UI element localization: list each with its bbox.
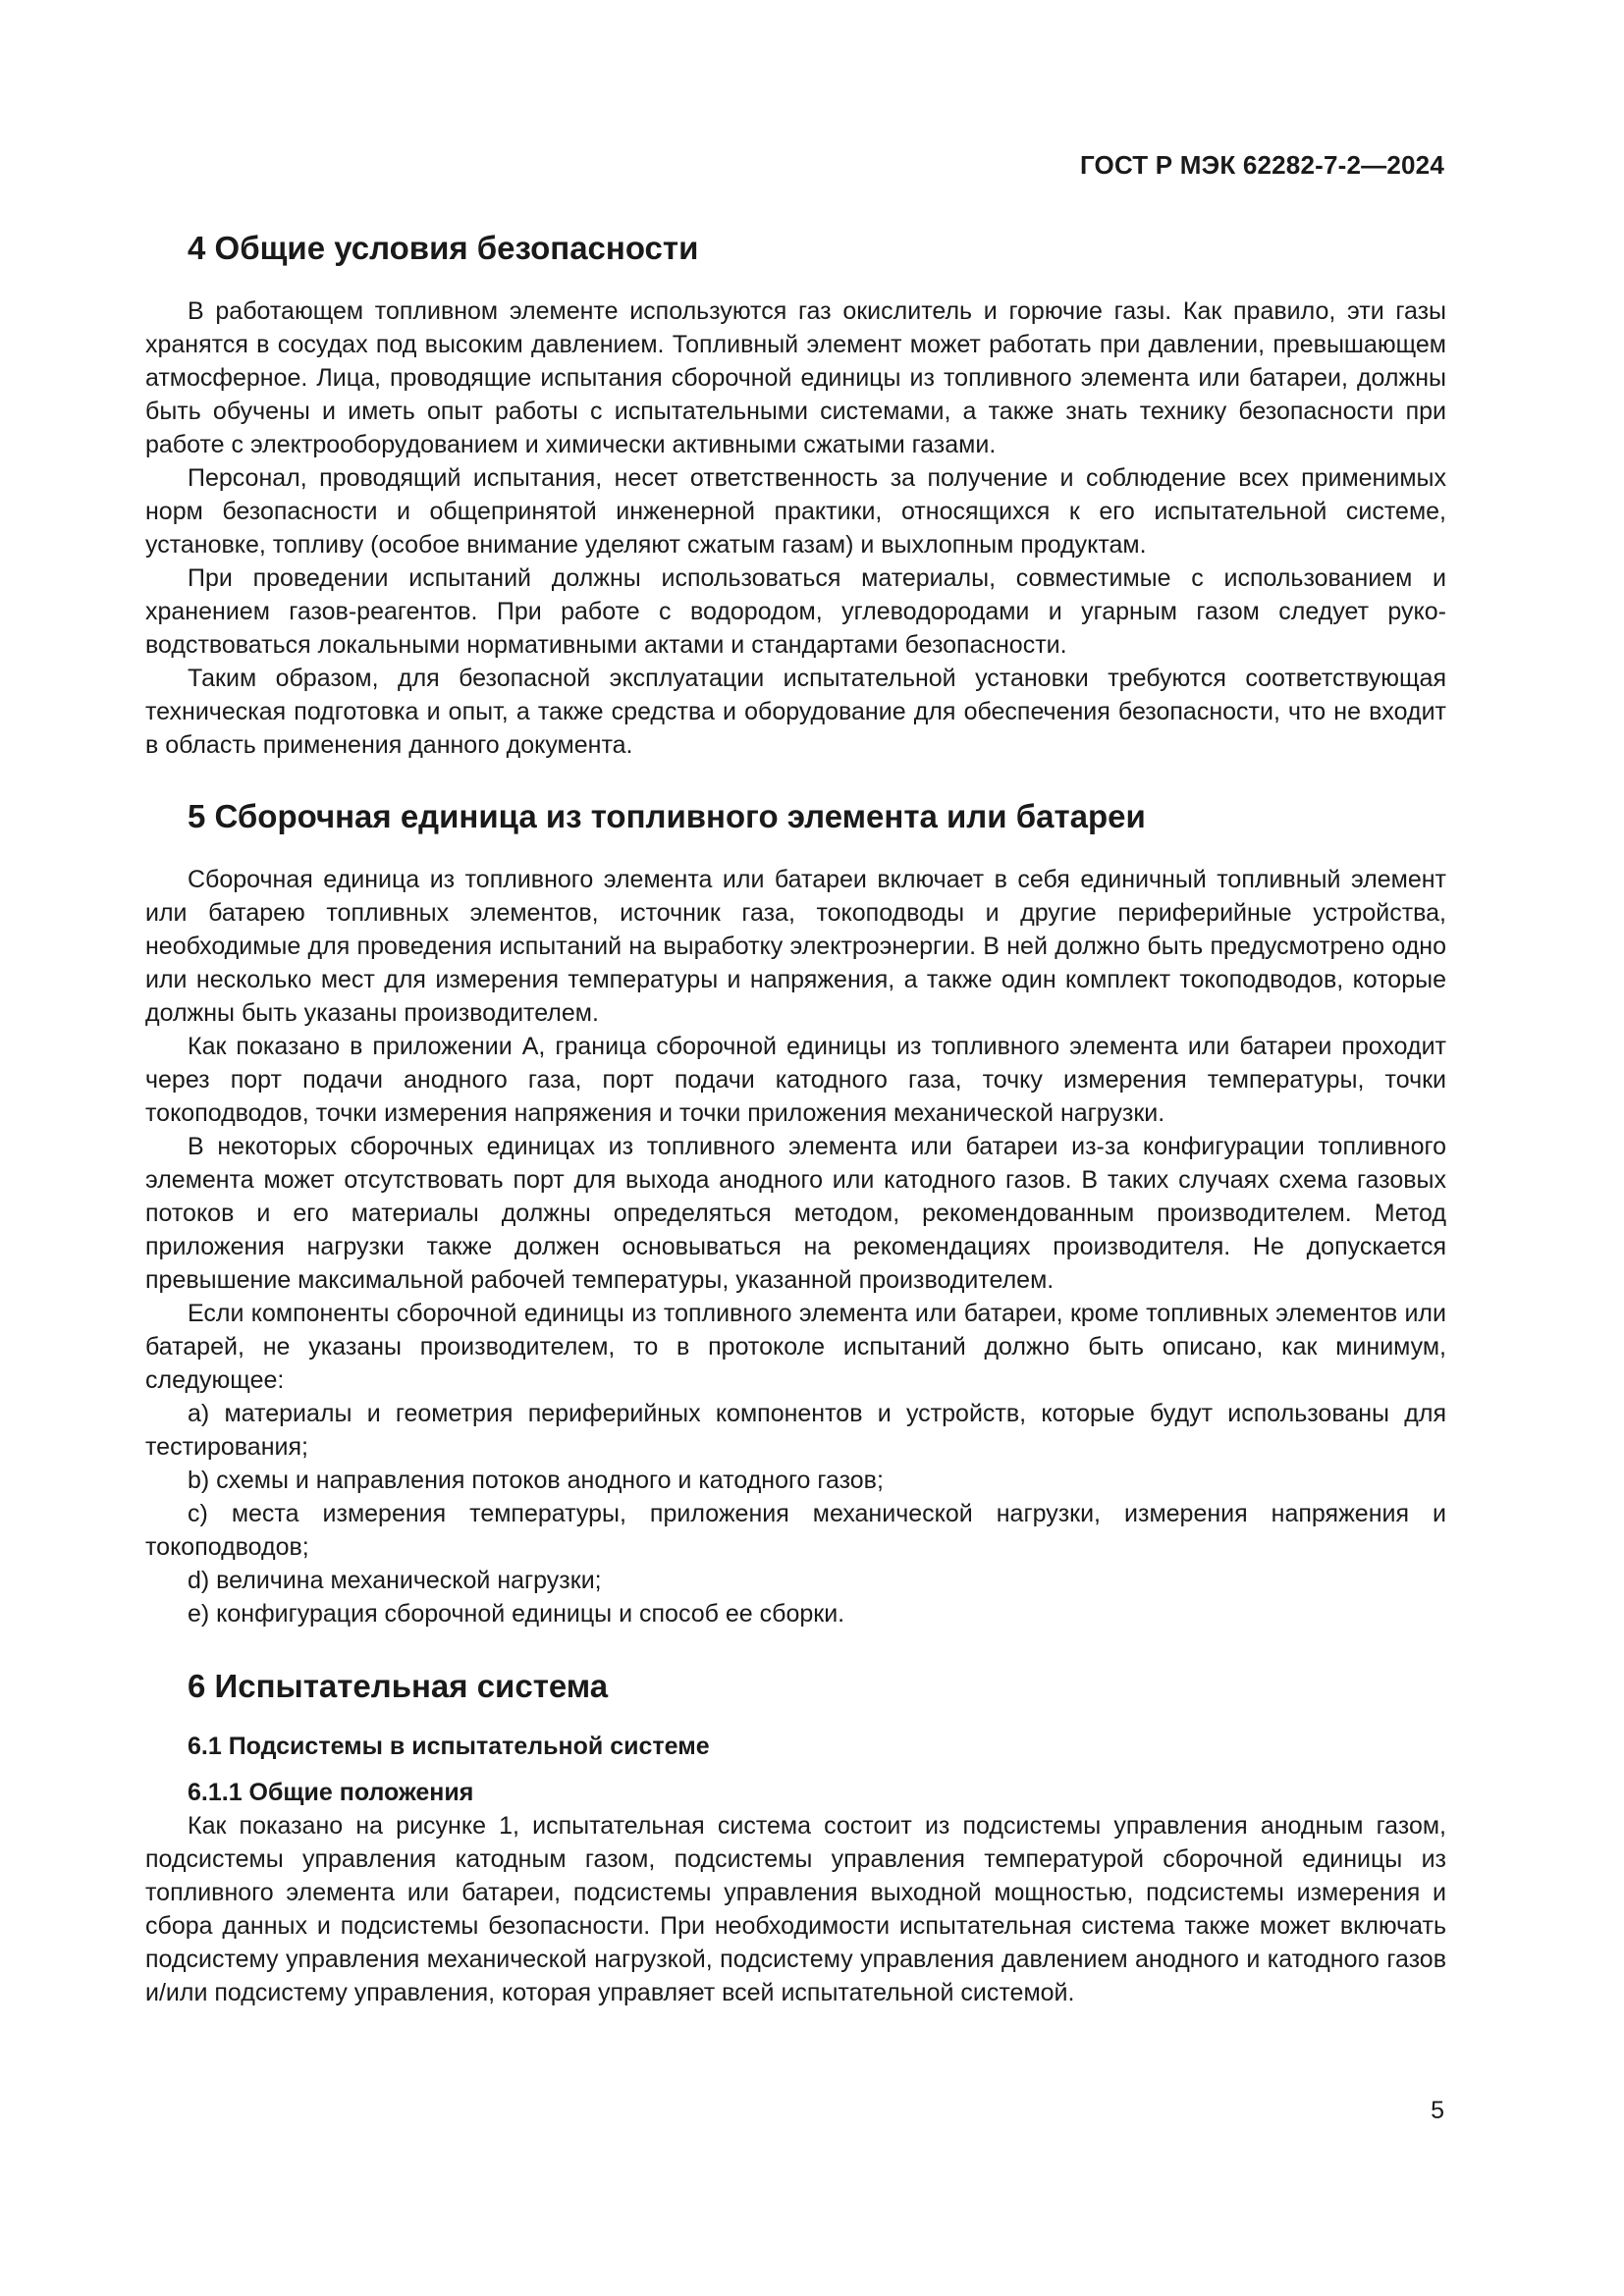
section-5-paragraph-2: Как показано в приложении А, граница сборочной единицы из топливного элемента или батареи проходит через порт подачи анодного газа, порт подачи катодного газа, точку измерения температуры, точки токоподводов, точки измерения напряжения и точки приложения механической нагрузки.	[145, 1033, 1446, 1127]
page-content	[145, 224, 1446, 2009]
section-6-paragraph-1: Как показано на рисунке 1, испытательная система состоит из подсистемы управления анодным газом, подсистемы управления катодным газом, подсистемы управления температурой сборочной единицы из топливного элемента или батареи, подсистемы управления выходной мощностью, подсистемы измерения и сбора данных и подсистемы безопасности. При необходимости испытательная система также может включать подсистему управления механической нагрузкой, подсистему управления давлением анодного и катодного газов и/или подсистему управления, которая управляет всей испытательной системой.	[145, 1812, 1446, 2006]
section-4-paragraph-4: Таким образом, для безопасной эксплуатации испытательной установки требуются соответствующая техническая подготовка и опыт, а также средства и оборудование для обеспечения безопасности, что не входит в область применения данного документа.	[145, 665, 1446, 759]
subsection-6-1-title: 6.1 Подсистемы в испытательной системе	[188, 1733, 710, 1760]
section-4-paragraph-2: Персонал, проводящий испытания, несет ответственность за получение и соблюдение всех применимых норм безопасности и общепринятой инженерной практики, относящихся к его испытательной системе, установке, топливу (особое внимание уделяют сжатым газам) и выхлопным продуктам.	[145, 464, 1446, 559]
section-4-paragraph-3: При проведении испытаний должны использоваться материалы, совместимые с использованием и хранением газов-реагентов. При работе с водородом, углеводородами и угарным газом следует руководствоваться локальными нормативными актами и стандартами безопасности.	[145, 564, 1446, 659]
list-item-a: a) материалы и геометрия периферийных компонентов и устройств, которые будут использованы для тестирования;	[145, 1400, 1446, 1461]
subsection-6-1-1-title: 6.1.1 Общие положения	[188, 1779, 474, 1806]
list-item-e: e) конфигурация сборочной единицы и способ ее сборки.	[188, 1600, 845, 1628]
section-4-title: 4 Общие условия безопасности	[188, 230, 699, 266]
page-number: 5	[1431, 2097, 1444, 2124]
section-5-paragraph-1: Сборочная единица из топливного элемента или батареи включает в себя единичный топливный элемент или батарею топливных элементов, источник газа, токоподводы и другие периферийные устройства, необходимые для проведения испытаний на выработку электроэнергии. В ней должно быть предусмотрено одно или несколько мест для измерения температуры и напряжения, а также один комплект токоподводов, которые должны быть указаны производителем.	[145, 866, 1446, 1027]
list-item-b: b) схемы и направления потоков анодного и катодного газов;	[188, 1467, 884, 1494]
list-item-d: d) величина механической нагрузки;	[188, 1567, 602, 1594]
section-4-paragraph-1: В работающем топливном элементе используются газ окислитель и горючие газы. Как правило, эти газы хранятся в сосудах под высоким давлением. Топливный элемент может работать при давлении, превышающем атмосферное. Лица, проводящие испытания сборочной единицы из топливного элемента или батареи, должны быть обучены и иметь опыт работы с испытательными системами, а также знать технику безопасности при работе с электрооборудованием и химически активными сжатыми газами.	[145, 297, 1446, 458]
document-code-header: ГОСТ Р МЭК 62282-7-2—2024	[1079, 150, 1444, 180]
list-item-c: c) места измерения температуры, приложения механической нагрузки, измерения напряжения и токоподводов;	[145, 1500, 1446, 1561]
section-5-paragraph-3: В некоторых сборочных единицах из топливного элемента или батареи из-за конфигурации топливного элемента может отсутствовать порт для выхода анодного или катодного газов. В таких случаях схема газовых потоков и его материалы должны определяться методом, рекомендованным производителем. Метод приложения нагрузки также должен основываться на рекомендациях производителя. Не допускается превышение максимальной рабочей температуры, указанной производителем.	[145, 1133, 1446, 1294]
section-5-title: 5 Сборочная единица из топливного элемента или батареи	[188, 798, 1146, 834]
section-5-paragraph-4: Если компоненты сборочной единицы из топливного элемента или батареи, кроме топливных элементов или батарей, не указаны производителем, то в протоколе испытаний должно быть описано, как минимум, следующее:	[145, 1300, 1446, 1394]
section-6-title: 6 Испытательная система	[188, 1668, 609, 1704]
